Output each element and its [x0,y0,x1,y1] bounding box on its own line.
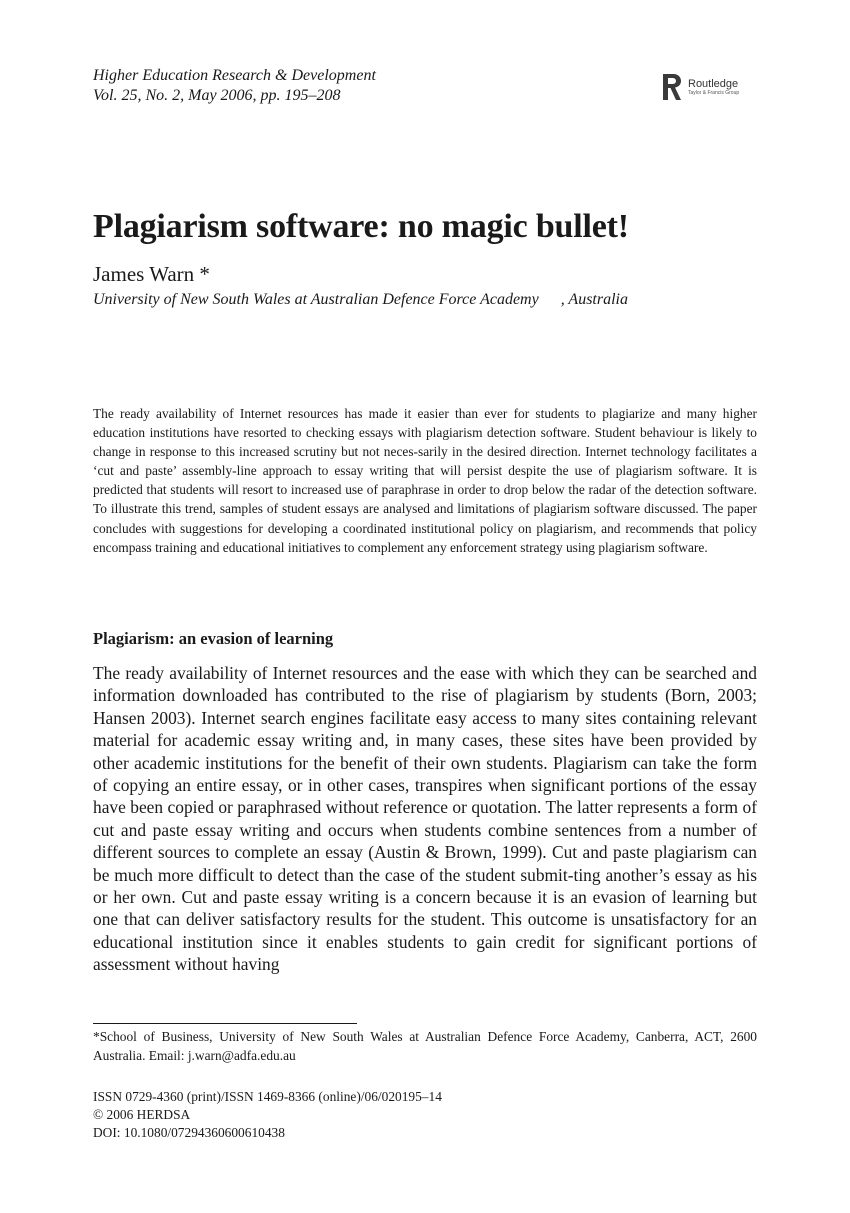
issn-line: ISSN 0729-4360 (print)/ISSN 1469-8366 (online)/06/020195–14 [93,1089,442,1104]
journal-name: Higher Education Research & Development [93,67,376,84]
author-affiliation [93,290,628,310]
section-heading: Plagiarism: an evasion of learning [93,629,334,648]
publisher-group: Taylor & Francis Group [688,89,740,96]
affiliation-country: , Australia [560,291,628,308]
section-body: The ready availability of Internet resources and the ease with which they can be searched and information downloaded has contributed to the rise of plagiarism by students (Born, 2003; Hansen 2003). Internet search engines facilitate easy access to many sites containing relevant material for academic essay writing and, in many cases, these sites have been provided by other academic institutions for the benefit of their own students. Plagiarism can take the form of copying an entire essay, or in other cases, transpires when significant portions of the essay have been copied or paraphrased without reference or quotation. The latter represents a form of cut and paste essay writing and occurs when students combine sentences from a number of different sources to complete an essay (Austin & Brown, 1999). Cut and paste plagiarism can be much more difficult to detect than the case of the student submit-ting another’s essay as his or her own. Cut and paste essay writing is a concern because it is an evasion of learning but one that can deliver satisfactory results for the student. This outcome is unsatisfactory for an educational institution since it enables students to gain credit for significant portions of assessment without having [93,663,757,975]
publication-info [93,1088,442,1142]
journal-citation [93,66,376,106]
author-footnote: *School of Business, University of New South Wales at Australian Defence Force Academy, Canberra, ACT, 2600 Australia. Email: j.warn@adfa.edu.au [93,1029,757,1063]
footnote-divider [93,1023,357,1024]
journal-volume: Vol. 25, No. 2, May 2006, pp. 195–208 [93,87,341,104]
article-title: Plagiarism software: no magic bullet! [93,208,629,245]
copyright-line: © 2006 HERDSA [93,1107,191,1122]
routledge-r-icon [661,72,683,102]
doi-line: DOI: 10.1080/07294360600610438 [93,1125,285,1140]
publisher-name: Routledge [688,77,739,90]
author-name: James Warn * [93,262,210,286]
publisher-logo [661,72,739,102]
publisher-text [688,78,739,97]
abstract: The ready availability of Internet resources has made it easier than ever for students to plagiarize and many higher education institutions have resorted to checking essays with plagiarism detection software. Student behaviour is likely to change in response to this increased scrutiny but not neces-sarily in the desired direction. Internet technology facilitates a ‘cut and paste’ assembly-line approach to essay writing that will persist despite the use of plagiarism software. It is predicted that students will resort to increased use of paraphrase in order to drop below the radar of the detection software. To illustrate this trend, samples of student essays are analysed and limitations of plagiarism software discussed. The paper concludes with suggestions for developing a coordinated institutional policy on plagiarism, and recommends that policy encompass training and educational initiatives to complement any enforcement strategy using plagiarism software. [93,406,757,555]
affiliation-institution: University of New South Wales at Australian Defence Force Academy [93,291,539,308]
